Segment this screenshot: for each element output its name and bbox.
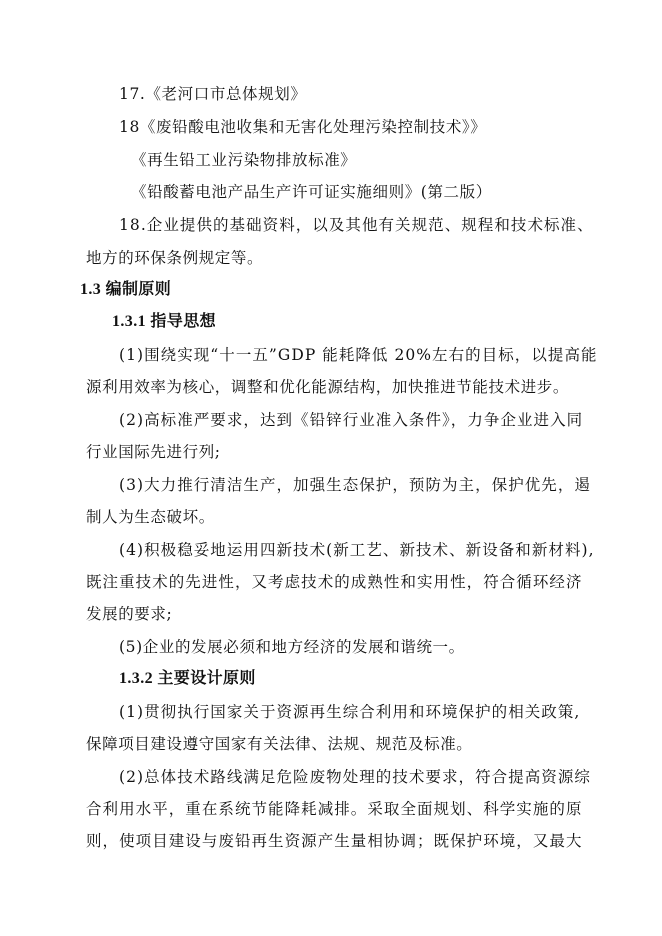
paragraph-line: (4)积极稳妥地运用四新技术(新工艺、新技术、新设备和新材料),: [119, 541, 595, 559]
paragraph-line: 行业国际先进行列;: [86, 443, 221, 461]
reference-item-18d-line1: 18.企业提供的基础资料，以及其他有关规范、规程和技术标准、: [119, 216, 594, 234]
paragraph-line: 既注重技术的先进性，又考虑技术的成熟性和实用性，符合循环经济: [86, 573, 583, 591]
paragraph-line: (1)围绕实现“十一五”GDP 能耗降低 20%左右的目标，以提高能: [119, 346, 598, 364]
paragraph-line: (2)高标准严要求，达到《铅锌行业准入条件》，力争企业进入同: [119, 411, 584, 429]
reference-item-17: 17.《老河口市总体规划》: [119, 85, 307, 103]
paragraph-line: 保障项目建设遵守国家有关法律、法规、规范及标准。: [86, 735, 473, 753]
subsection-heading-1-3-1: 1.3.1 指导思想: [112, 313, 217, 330]
reference-item-18c: 《铅酸蓄电池产品生产许可证实施细则》(第二版）: [131, 183, 492, 201]
paragraph-line: 发展的要求;: [86, 605, 173, 623]
paragraph-line: 源利用效率为核心，调整和优化能源结构，加快推进节能技术进步。: [86, 378, 570, 396]
paragraph-line: (1)贯彻执行国家关于资源再生综合利用和环境保护的相关政策,: [119, 703, 581, 721]
reference-item-18b: 《再生铅工业污染物排放标准》: [131, 151, 357, 169]
paragraph-line: 则，使项目建设与废铅再生资源产生量相协调；既保护环境，又最大: [86, 832, 583, 850]
paragraph-line: 制人为生态破坏。: [86, 508, 215, 526]
reference-item-18d-line2: 地方的环保条例规定等。: [86, 249, 264, 267]
section-heading-1-3: 1.3 编制原则: [80, 281, 172, 298]
paragraph-line: (5)企业的发展必须和地方经济的发展和谐统一。: [119, 638, 465, 656]
paragraph-line: 合利用水平，重在系统节能降耗减排。采取全面规划、科学实施的原: [86, 800, 583, 818]
paragraph-line: (2)总体技术路线满足危险废物处理的技术要求，符合提高资源综: [119, 768, 591, 786]
subsection-heading-1-3-2: 1.3.2 主要设计原则: [119, 670, 256, 687]
reference-item-18: 18《废铅酸电池收集和无害化处理污染控制技术》》: [119, 118, 487, 136]
paragraph-line: (3)大力推行清洁生产，加强生态保护，预防为主，保护优先，遏: [119, 476, 591, 494]
